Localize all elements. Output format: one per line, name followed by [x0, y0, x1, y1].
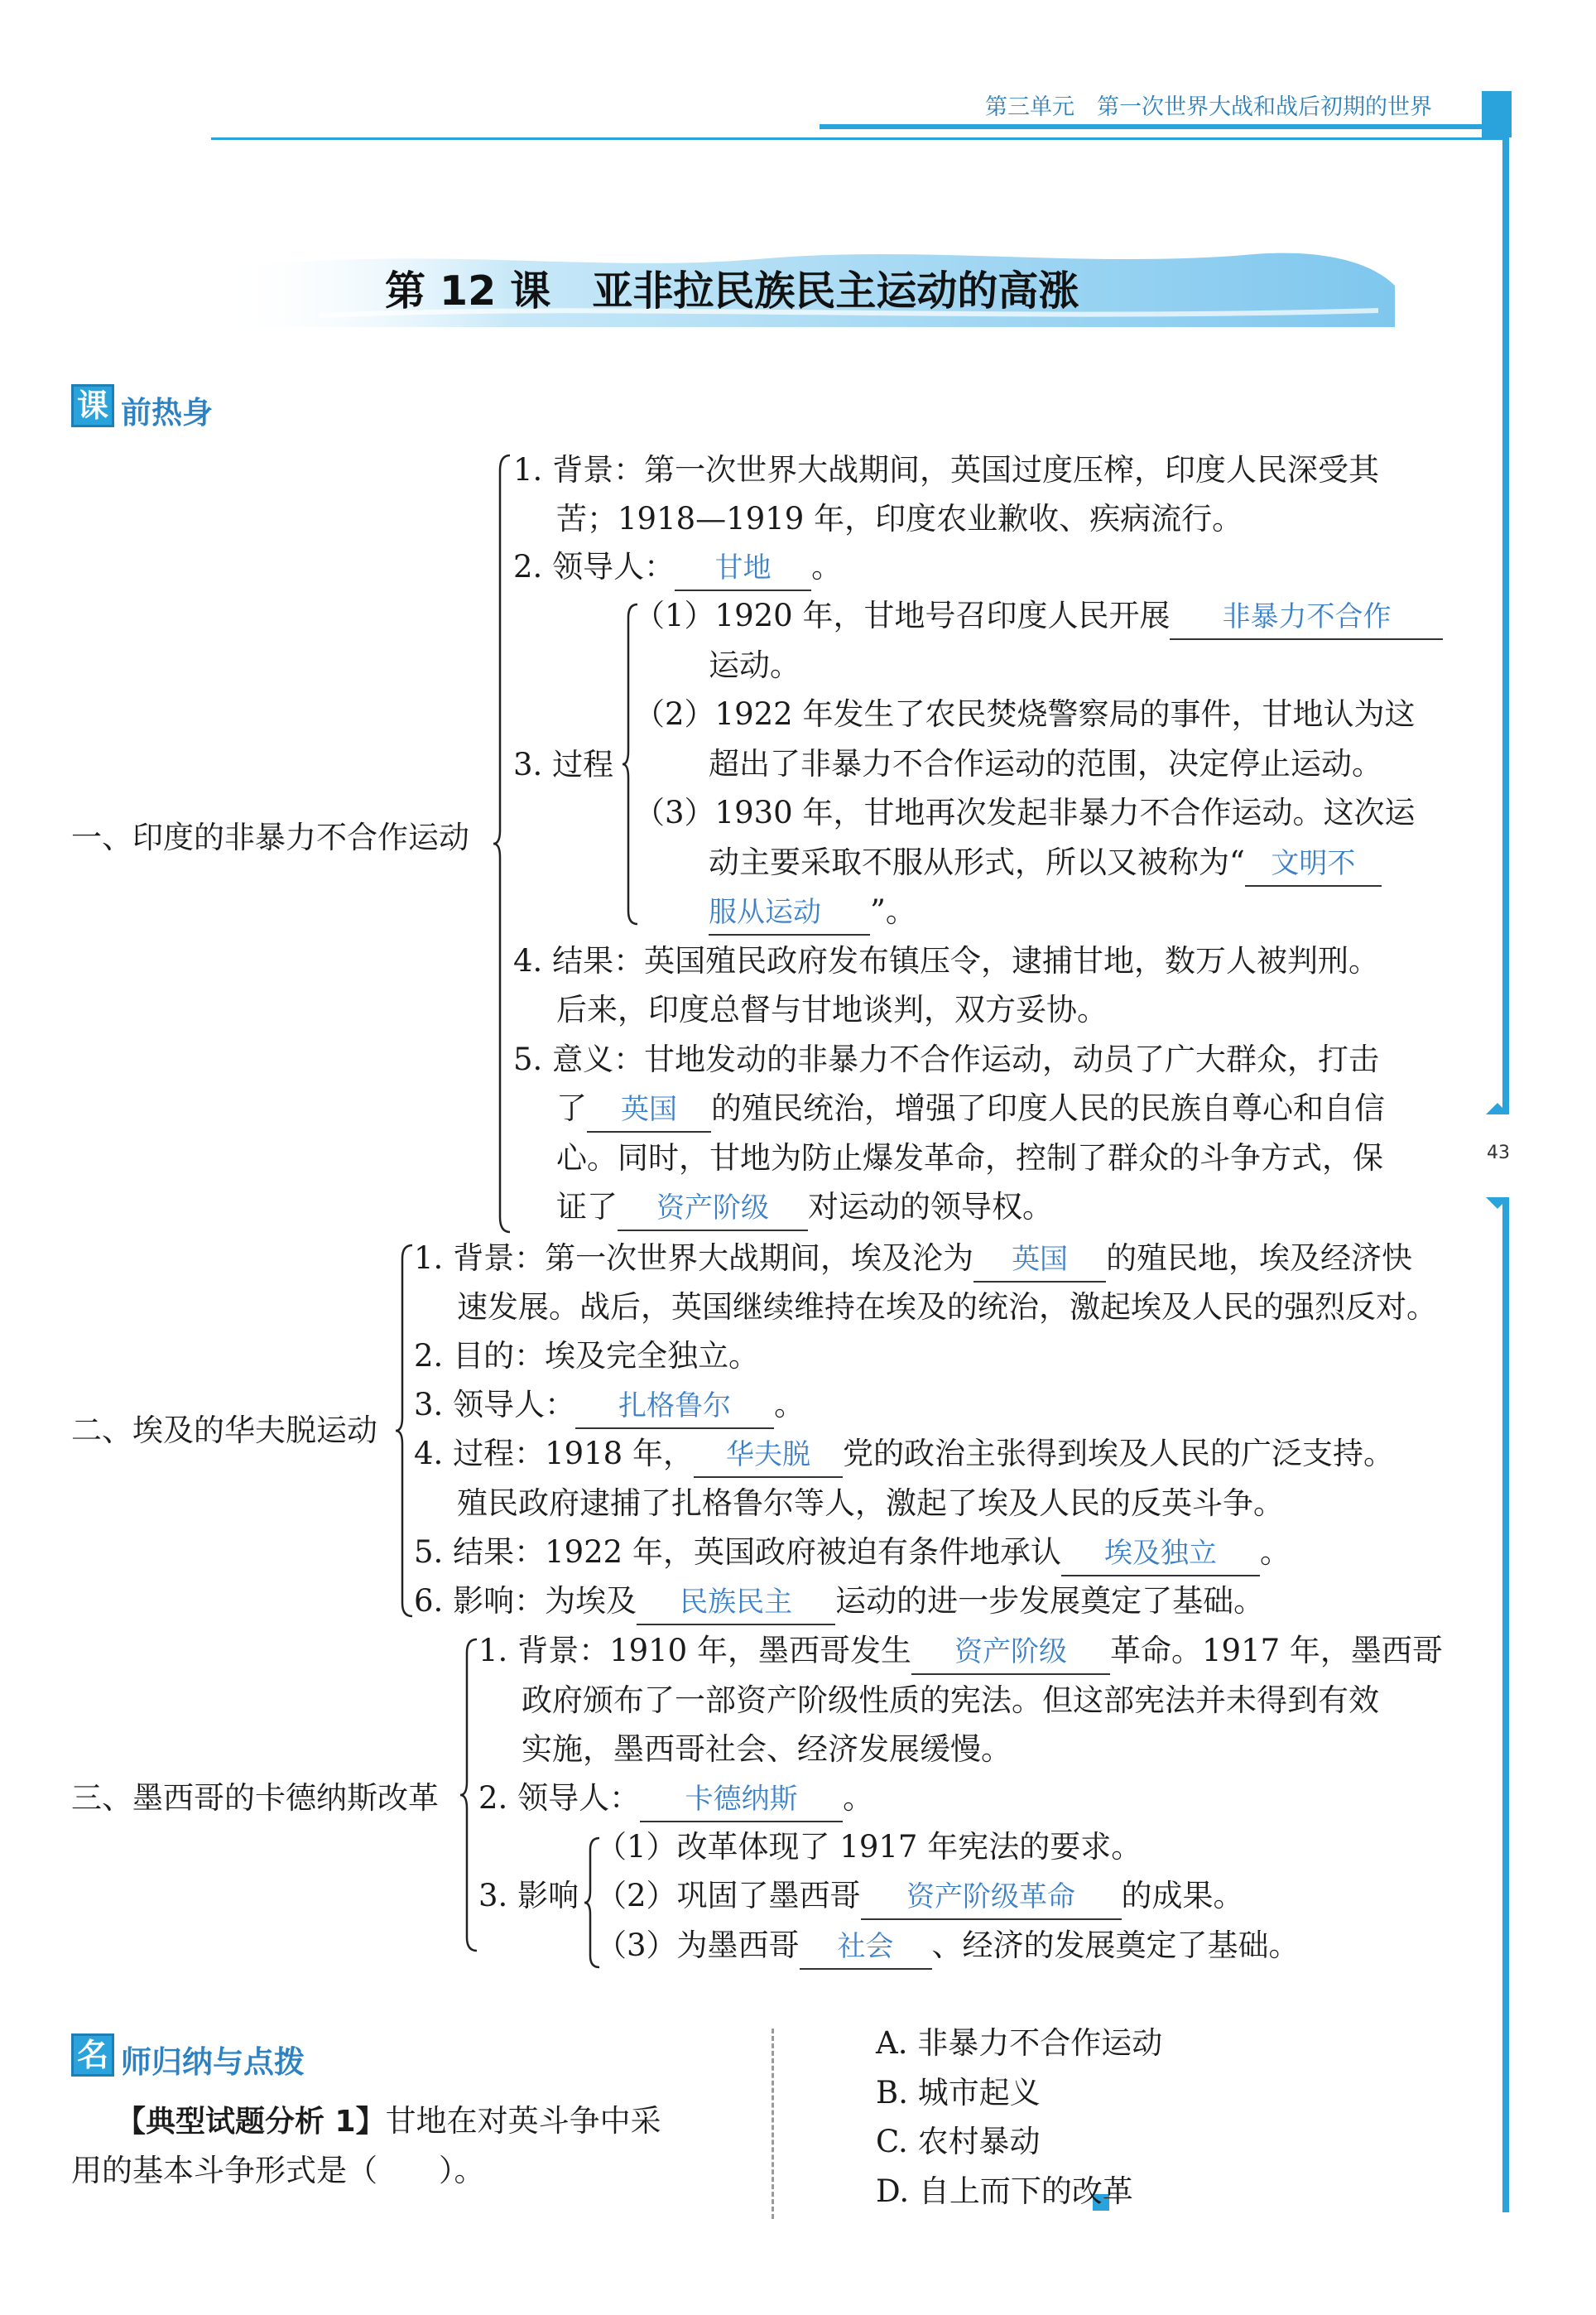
s1-process-3a: （3）1930 年，甘地再次发起非暴力不合作运动。这次运 [634, 795, 1416, 830]
lesson-number: 第 12 课 [385, 267, 551, 315]
s1-meaning-line4 [556, 1182, 1053, 1232]
s2-influence-answer: 民族民主 [637, 1581, 835, 1625]
s2-b1-text: 1. 背景：第一次世界大战期间，埃及沦为 [414, 1240, 974, 1276]
s1-background-line1: 1. 背景：第一次世界大战期间，英国过度压榨，印度人民深受其 [513, 452, 1380, 488]
s1-process-3c [709, 887, 916, 936]
lesson-title: 亚非拉民族民主运动的高涨 [592, 267, 1079, 315]
s3-leader-answer: 卡德纳斯 [640, 1778, 843, 1822]
section1-brace [493, 454, 513, 1234]
header-tab [1482, 91, 1512, 137]
margin-arrow-top [1486, 1103, 1509, 1114]
s1-leader-answer: 甘地 [675, 546, 811, 591]
section3-brace [460, 1638, 480, 1952]
s2-inf-post: 运动的进一步发展奠定了基础。 [835, 1583, 1265, 1619]
s3-background-answer: 资产阶级 [911, 1630, 1110, 1675]
s1-process-1b: 运动。 [709, 647, 800, 683]
s1-process-1a [634, 591, 1443, 641]
s2-leader-answer: 扎格鲁尔 [575, 1384, 774, 1429]
s1-leader-end: 。 [811, 549, 843, 585]
s1-meaning-line3: 心。同时，甘地为防止爆发革命，控制了群众的斗争方式，保 [556, 1140, 1383, 1176]
margin-bar-upper [1502, 137, 1509, 1114]
s1-m4-pre: 证了 [556, 1189, 618, 1225]
s3-influence-answer2: 社会 [800, 1925, 932, 1970]
section2-brace [396, 1244, 416, 1618]
margin-arrow-bottom [1486, 1197, 1509, 1209]
pre-class-heading-text: 前热身 [121, 395, 213, 431]
lesson-icon: 课 [71, 384, 114, 427]
s1-background-line2: 苦；1918—1919 年，印度农业歉收、疾病流行。 [556, 501, 1243, 537]
s2-leader-end: 。 [774, 1387, 805, 1422]
s1-m2-pre: 了 [556, 1090, 587, 1126]
s3-background-line3: 实施，墨西哥社会、经济发展缓慢。 [522, 1731, 1012, 1767]
s1-p1-text: （1）1920 年，甘地号召印度人民开展 [634, 598, 1171, 633]
s2-background-line2: 速发展。战后，英国继续维持在埃及的统治，激起埃及人民的强烈反对。 [457, 1289, 1437, 1325]
s2-res-end: 。 [1260, 1534, 1291, 1570]
s1-leader [513, 542, 842, 592]
s3-leader [478, 1774, 873, 1823]
s1-meaning-answer1: 英国 [587, 1088, 711, 1133]
s3-influence-3 [596, 1921, 1300, 1971]
s2-influence [414, 1576, 1264, 1626]
s1-m4-post: 对运动的领导权。 [808, 1189, 1053, 1225]
s2-background-answer: 英国 [973, 1238, 1106, 1283]
s1-process-3b [709, 838, 1382, 888]
s3-influence-2 [596, 1871, 1244, 1921]
section2-label: 二、埃及的华夫脱运动 [71, 1413, 377, 1448]
s2-result [414, 1528, 1291, 1577]
s1-result-line1: 4. 结果：英国殖民政府发布镇压令，逮捕甘地，数万人被判刑。 [513, 943, 1380, 979]
column-divider [772, 2029, 774, 2219]
s1-meaning-answer2: 资产阶级 [618, 1186, 808, 1231]
s2-process-line2: 殖民政府逮捕了扎格鲁尔等人，激起了埃及人民的反英斗争。 [457, 1485, 1284, 1521]
s3-background-line2: 政府颁布了一部资产阶级性质的宪法。但这部宪法并未得到有效 [522, 1682, 1379, 1718]
s3-i3-text: （3）为墨西哥 [596, 1928, 800, 1963]
s3-b1-post: 革命。1917 年，墨西哥 [1110, 1633, 1443, 1668]
s1-p1-answer: 非暴力不合作 [1170, 595, 1443, 640]
s1-result-line2: 后来，印度总督与甘地谈判，双方妥协。 [556, 992, 1108, 1028]
s2-process-answer: 华夫脱 [694, 1433, 843, 1478]
s3-background-line1 [478, 1626, 1443, 1676]
s1-leader-label: 2. 领导人： [513, 549, 675, 585]
s3-b1-text: 1. 背景：1910 年，墨西哥发生 [478, 1633, 911, 1668]
option-a: A. 非暴力不合作运动 [876, 2025, 1163, 2061]
s1-meaning-line2 [556, 1084, 1385, 1133]
s2-process-line1 [414, 1429, 1394, 1479]
s1-process-brace [623, 603, 641, 926]
option-b: B. 城市起义 [876, 2075, 1041, 2110]
s1-p3-text: 动主要采取不服从形式，所以又被称为“ [709, 845, 1245, 880]
question-text1: 甘地在对英斗争中采 [385, 2103, 661, 2139]
question-line2: 用的基本斗争形式是（ ）。 [71, 2153, 485, 2188]
option-d: D. 自上而下的改革 [876, 2173, 1133, 2209]
s2-res-text: 5. 结果：1922 年，英国政府被迫有条件地承认 [414, 1534, 1061, 1570]
unit-header: 第三单元 第一次世界大战和战后初期的世界 [985, 94, 1432, 120]
s2-background-line1 [414, 1234, 1412, 1283]
option-c: C. 农村暴动 [876, 2124, 1041, 2159]
s1-meaning-line1: 5. 意义：甘地发动的非暴力不合作运动，动员了广大群众，打击 [513, 1042, 1380, 1077]
s3-influence-answer1: 资产阶级革命 [861, 1875, 1122, 1920]
s3-leader-end: 。 [843, 1780, 874, 1816]
s1-m2-post: 的殖民统治，增强了印度人民的民族自尊心和自信 [711, 1090, 1385, 1126]
s2-b1-post: 的殖民地，埃及经济快 [1106, 1240, 1413, 1276]
s3-i2-text: （2）巩固了墨西哥 [596, 1878, 861, 1913]
question-line1 [116, 2096, 661, 2147]
s1-process-2a: （2）1922 年发生了农民焚烧警察局的事件，甘地认为这 [634, 696, 1416, 732]
question-tag: 【典型试题分析 1】 [116, 2105, 386, 2139]
s1-p3-answer1: 文明不 [1245, 842, 1382, 887]
header-rule-thick [820, 124, 1502, 129]
s2-proc-post: 党的政治主张得到埃及人民的广泛支持。 [843, 1436, 1394, 1471]
s3-leader-label: 2. 领导人： [478, 1780, 641, 1816]
margin-bar-lower [1502, 1197, 1509, 2212]
s3-influence-1: （1）改革体现了 1917 年宪法的要求。 [596, 1829, 1142, 1865]
section3-label: 三、墨西哥的卡德纳斯改革 [71, 1780, 439, 1816]
s2-leader-label: 3. 领导人： [414, 1387, 576, 1422]
s2-leader [414, 1380, 805, 1430]
s1-p3-end: ”。 [870, 893, 916, 929]
s2-inf-text: 6. 影响：为埃及 [414, 1583, 637, 1619]
s1-p3-answer2: 服从运动 [709, 891, 870, 936]
s1-process-label: 3. 过程 [513, 747, 614, 782]
section1-label: 一、印度的非暴力不合作运动 [71, 820, 469, 855]
s1-process-2b: 超出了非暴力不合作运动的范围，决定停止运动。 [709, 746, 1382, 782]
header-rule-thin [211, 137, 1502, 140]
s3-i3-post: 、经济的发展奠定了基础。 [931, 1928, 1300, 1963]
title-banner [219, 236, 1395, 327]
s3-i2-post: 的成果。 [1121, 1878, 1244, 1913]
s2-goal: 2. 目的：埃及完全独立。 [414, 1338, 760, 1374]
page-number: 43 [1487, 1143, 1510, 1163]
teacher-heading-text: 师归纳与点拨 [121, 2044, 305, 2080]
teacher-icon: 名 [71, 2033, 114, 2077]
s3-influence-label: 3. 影响 [478, 1878, 579, 1913]
s2-proc-text: 4. 过程：1918 年， [414, 1436, 694, 1471]
s2-result-answer: 埃及独立 [1061, 1532, 1260, 1576]
